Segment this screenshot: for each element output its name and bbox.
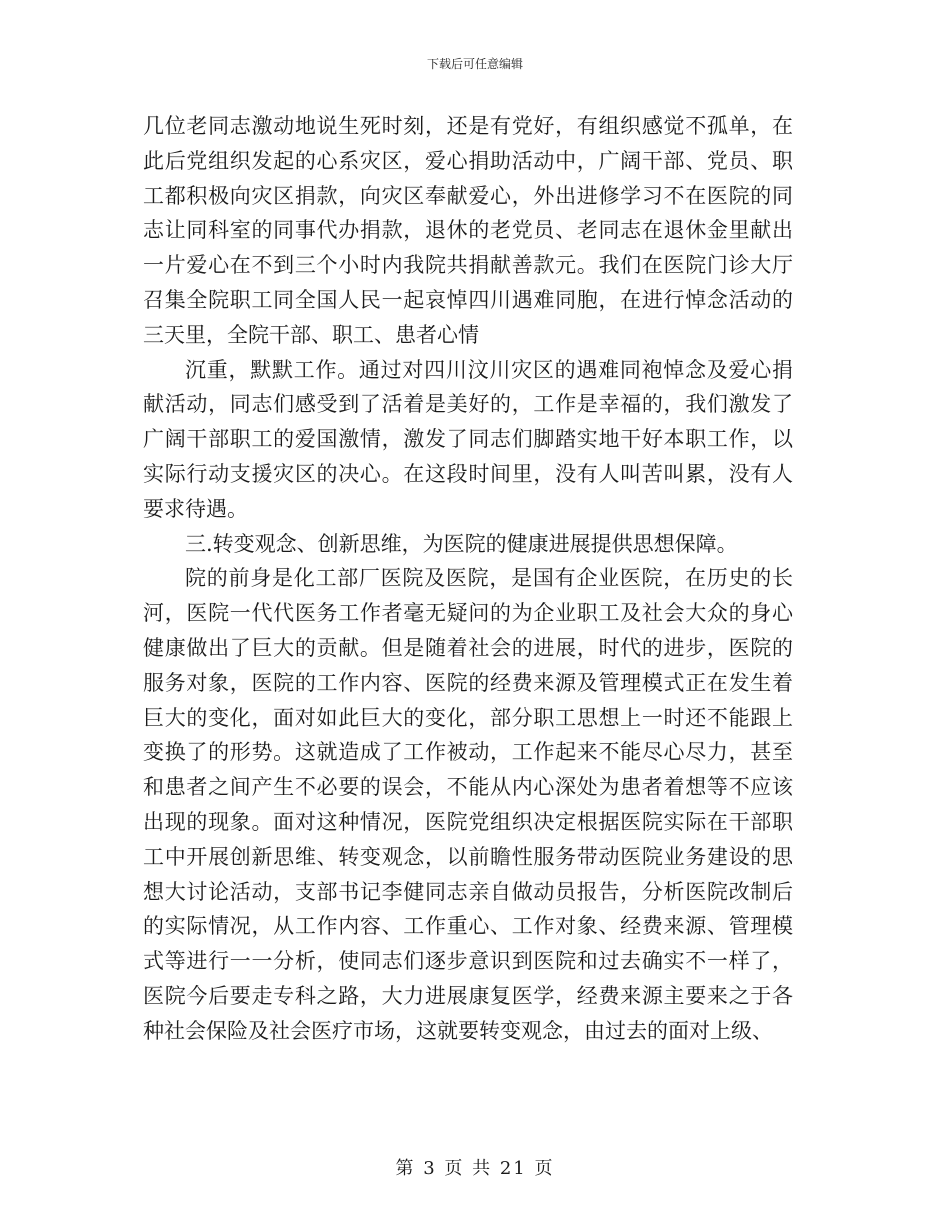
paragraph-3: 院的前身是化工部厂医院及医院，是国有企业医院，在历史的长河，医院一代代医务工作者毫无疑问的为企业职工及社会大众的身心健康做出了巨大的贡献。但是随着社会的进展，时代的进步，医院的服务对象，医院的工作内容、医院的经费来源及管理模式正在发生着巨大的变化，面对如此巨大的变化，部分职工思想上一时还不能跟上变换了的形势。这就造成了工作被动，工作起来不能尽心尽力，甚至和患者之间产生不必要的误会，不能从内心深处为患者着想等不应该出现的现象。面对这种情况，医院党组织决定根据医院实际在干部职工中开展创新思维、转变观念，以前瞻性服务带动医院业务建设的思想大讨论活动，支部书记李健同志亲自做动员报告，分析医院改制后的实际情况，从工作内容、工作重心、工作对象、经费来源、管理模式等进行一一分析，使同志们逐步意识到医院和过去确实不一样了，医院今后要走专科之路，大力进展康复医学，经费来源主要来之于各种社会保险及社会医疗市场，这就要转变观念，由过去的面对上级、	[143, 566, 793, 1043]
document-body	[143, 109, 793, 1049]
section-heading: 三.转变观念、创新思维，为医院的健康进展提供思想保障。	[185, 531, 738, 556]
page-header: 下载后可任意编辑	[426, 57, 523, 71]
paragraph-1: 几位老同志激动地说生死时刻，还是有党好，有组织感觉不孤单，在此后党组织发起的心系灾区，爱心捐助活动中，广阔干部、党员、职工都积极向灾区捐款，向灾区奉献爱心，外出进修学习不在医院的同志让同科室的同事代办捐款，退休的老党员、老同志在退休金里献出一片爱心在不到三个小时内我院共捐献善款元。我们在医院门诊大厅召集全院职工同全国人民一起哀悼四川遇难同胞，在进行悼念活动的三天里，全院干部、职工、患者心情	[143, 114, 793, 347]
paragraph-2: 沉重，默默工作。通过对四川汶川灾区的遇难同袍悼念及爱心捐献活动，同志们感受到了活着是美好的，工作是幸福的，我们激发了广阔干部职工的爱国激情，激发了同志们脚踏实地干好本职工作，以实际行动支援灾区的决心。在这段时间里，没有人叫苦叫累，没有人要求待遇。	[143, 357, 793, 521]
page-number-footer: 第 3 页 共 21 页	[395, 1158, 555, 1179]
